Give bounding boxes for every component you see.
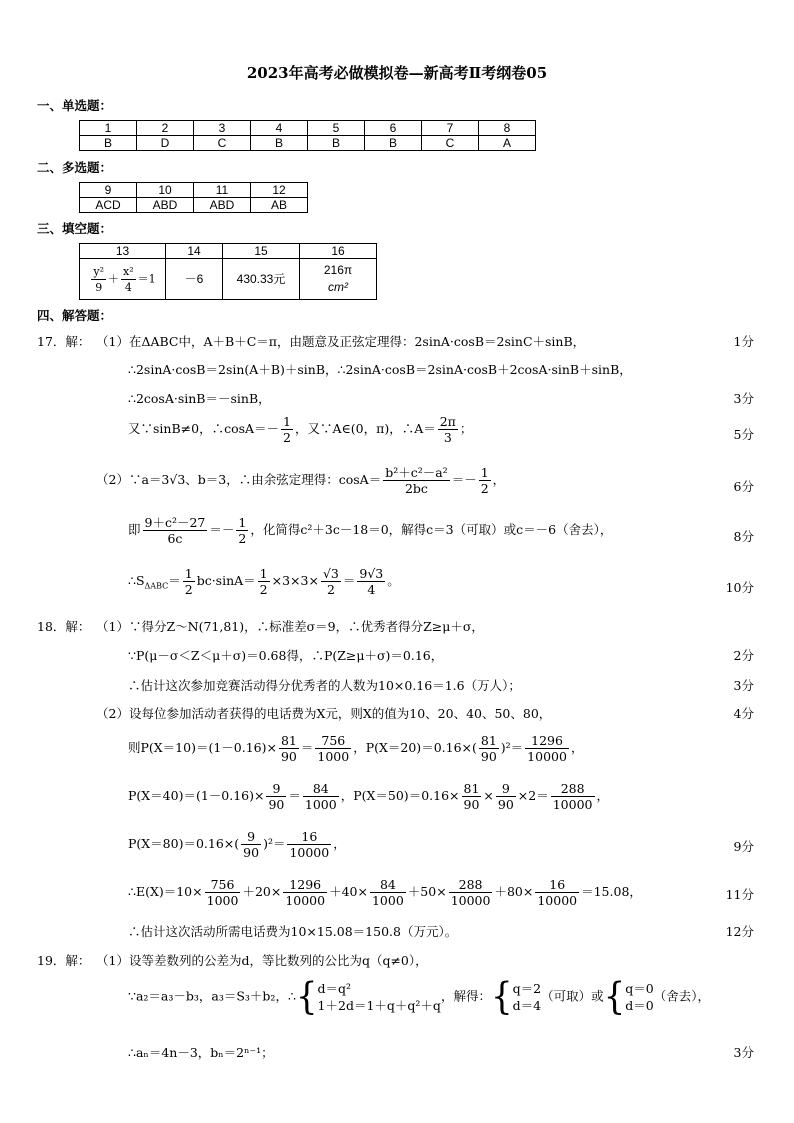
q17-step2: ∴2sinA·cosB＝2sin(A＋B)＋sinB，∴2sinA·cosB＝2sinA·cosB＋2cosA·sinB＋sinB，: [128, 362, 632, 377]
score: 3分: [733, 391, 754, 406]
single-answer: B: [365, 136, 422, 151]
fill-blank-table: [79, 243, 377, 300]
text: ，: [570, 740, 584, 755]
q17-step1: （1）在ΔABC中，A＋B＋C＝π，由题意及正弦定理得：2sinA·cosB＝2sinC＋sinB，: [96, 334, 586, 349]
frac-num: 9: [247, 829, 256, 844]
frac-den: 90: [463, 797, 480, 812]
q18-step9: ∴估计这次活动所需电话费为10×15.08＝150.8（万元）。: [128, 924, 458, 939]
frac-num: x²: [123, 264, 134, 278]
text: ＋50×: [407, 884, 447, 899]
equation-system: [513, 980, 541, 1014]
frac-num: 16: [301, 829, 318, 844]
score: 1分: [733, 334, 754, 349]
frac-num: 81: [280, 733, 297, 748]
equation: q＝0: [625, 981, 654, 996]
section-multi-choice: 二、多选题：: [37, 160, 113, 175]
brace-icon: {: [295, 975, 318, 1019]
frac-den: 2: [321, 581, 341, 597]
text: （可取）或: [541, 988, 604, 1004]
equation-system: [318, 980, 441, 1014]
frac-den: 90: [497, 797, 514, 812]
text: )²＝: [263, 836, 286, 851]
multi-num: 9: [80, 183, 137, 198]
score: 2分: [733, 648, 754, 663]
score: 3分: [733, 678, 754, 693]
text: ；: [459, 421, 473, 436]
frac-den: 9: [91, 279, 106, 295]
single-answer: B: [251, 136, 308, 151]
answer-16-value: 216π: [323, 263, 353, 277]
text: ，化简得c²＋3c－18＝0，解得c＝3（可取）或c＝－6（舍去），: [250, 522, 613, 537]
fill-answer-15: 430.33元: [223, 259, 300, 300]
text: )²＝: [500, 740, 524, 755]
multi-num: 11: [194, 183, 251, 198]
q17-label: 17．解：: [37, 334, 91, 349]
q18-step6: P(X＝40)＝(1－0.16)× $\frac{9}{90}$ ＝ $\frac{84}{1000}$ ，P(X＝50)＝0.16× $\frac{81}{90}$ × $\frac{9}{90}$ ×2＝ $\frac{288}{10000}$ ，: [128, 781, 610, 812]
q17-step3: ∴2cosA·sinB＝－sinB，: [128, 391, 271, 406]
frac-den: 1000: [304, 797, 337, 812]
score: 6分: [733, 479, 754, 494]
frac-den: 10000: [285, 893, 326, 908]
subscript: ΔABC: [144, 581, 169, 591]
section-single-choice: 一、单选题：: [37, 98, 113, 113]
text: ∴E(X)＝10×: [128, 884, 203, 899]
equation-system: [625, 980, 653, 1014]
frac-num: 16: [549, 877, 566, 892]
q19-step2: [128, 975, 710, 1019]
q17-step4: [128, 414, 472, 445]
frac-num: 1: [238, 515, 247, 530]
text: ＋40×: [329, 884, 368, 899]
frac-num: 1: [259, 566, 268, 581]
frac-num: y²: [93, 264, 104, 278]
text: ＝－: [451, 472, 477, 487]
single-choice-table: [79, 120, 536, 151]
frac-num: √3: [322, 566, 339, 581]
multi-answer: ABD: [194, 198, 251, 213]
frac-den: 10000: [450, 893, 491, 908]
q18-step4: （2）设每位参加活动者获得的电话费为X元，则X的值为10、20、40、50、80，: [96, 706, 552, 721]
text: ＝－: [209, 522, 235, 537]
single-num: 3: [194, 121, 251, 136]
q18-label: 18．解：: [37, 619, 91, 634]
text: 。: [387, 573, 400, 588]
score: 9分: [733, 839, 754, 854]
single-answer: B: [80, 136, 137, 151]
text: ，P(X＝20)＝0.16×(: [353, 740, 477, 755]
text: ，解得：: [440, 988, 491, 1004]
frac-num: 1: [283, 414, 291, 429]
text: ，又∵A∈(0，π)，∴A＝: [295, 421, 436, 436]
equation: d＝0: [625, 998, 654, 1013]
frac-den: 90: [480, 749, 497, 764]
fill-num: 16: [300, 244, 377, 259]
multi-choice-table: [79, 182, 308, 213]
q18-step5: 则P(X＝10)＝(1－0.16)× $\frac{81}{90}$ ＝ $\frac{756}{1000}$ ，P(X＝20)＝0.16×( $\frac{81}{90}$ )²＝ $\frac{1296}{10000}$ ，: [128, 733, 584, 764]
section-solve: 四、解答题：: [37, 308, 113, 323]
fill-num: 15: [223, 244, 300, 259]
section-fill-blank: 三、填空题：: [37, 221, 113, 236]
frac-den: 2bc: [383, 480, 450, 496]
frac-den: 4: [357, 581, 385, 597]
frac-num: 84: [312, 781, 329, 796]
frac-num: 1: [184, 566, 193, 581]
text: P(X＝80)＝0.16×(: [128, 836, 240, 851]
single-answer: B: [308, 136, 365, 151]
equation: q＝2: [512, 981, 542, 996]
single-num: 1: [80, 121, 137, 136]
frac-den: 1000: [317, 749, 350, 764]
single-answer: A: [479, 136, 536, 151]
multi-answer: ABD: [137, 198, 194, 213]
text: bc·sinA＝: [196, 573, 256, 588]
score: 5分: [733, 427, 754, 442]
multi-num: 12: [251, 183, 308, 198]
single-num: 2: [137, 121, 194, 136]
frac-den: 10000: [552, 797, 593, 812]
single-answer: D: [137, 136, 194, 151]
fill-answer-14: －6: [166, 259, 223, 300]
text: ∵a₂＝a₃－b₃，a₃＝S₃＋b₂，∴: [128, 988, 296, 1004]
q18-step1: （1）∵得分Z～N(71,81)，∴标准差σ＝9，∴优秀者得分Z≥μ＋σ，: [96, 619, 484, 634]
multi-num: 10: [137, 183, 194, 198]
single-answer: C: [194, 136, 251, 151]
frac-num: 1296: [289, 877, 322, 892]
score: 10分: [725, 580, 754, 595]
score: 3分: [733, 1045, 754, 1060]
text: ×: [483, 788, 494, 803]
equation: d＝q²: [317, 981, 352, 996]
multi-answer: ACD: [80, 198, 137, 213]
multi-answer: AB: [251, 198, 308, 213]
frac-num: 84: [379, 877, 396, 892]
q18-step8: [128, 877, 642, 908]
frac-num: 9＋c²－27: [144, 515, 206, 530]
q18-step3: ∴估计这次参加竞赛活动得分优秀者的人数为10×0.16＝1.6（万人）；: [128, 678, 521, 693]
text: ＋20×: [242, 884, 282, 899]
q19-step1: （1）设等差数列的公差为d，等比数列的公比为q（q≠0），: [96, 953, 428, 968]
score: 11分: [725, 887, 754, 902]
brace-icon: {: [603, 975, 626, 1019]
frac-den: 2: [480, 481, 489, 496]
frac-num: 81: [480, 733, 497, 748]
frac-den: 2: [184, 582, 193, 597]
frac-den: 10000: [527, 749, 567, 764]
frac-den: 6c: [143, 530, 208, 546]
text: ＝: [168, 573, 181, 588]
score: 4分: [733, 706, 754, 721]
frac-num: 1296: [531, 733, 563, 748]
frac-den: 2: [259, 582, 268, 597]
q17-step7: [128, 566, 400, 597]
frac-num: 2π: [439, 414, 456, 429]
text: ，P(X＝50)＝0.16×: [340, 788, 460, 803]
single-num: 4: [251, 121, 308, 136]
equation: d＝4: [512, 998, 542, 1013]
q18-step2: ∵P(μ－σ＜Z＜μ＋σ)＝0.68得，∴P(Z≥μ＋σ)＝0.16，: [128, 648, 444, 663]
single-num: 7: [422, 121, 479, 136]
single-num: 8: [479, 121, 536, 136]
frac-den: 10000: [289, 845, 330, 860]
text: ，: [333, 836, 346, 851]
frac-den: 90: [280, 749, 297, 764]
frac-num: 81: [463, 781, 480, 796]
frac-num: 1: [480, 465, 489, 480]
page-title: 2023年高考必做模拟卷—新高考Ⅱ考纲卷05: [246, 64, 548, 82]
frac-num: 9: [501, 781, 510, 796]
frac-den: 1000: [371, 893, 404, 908]
frac-den: 1000: [206, 893, 239, 908]
text: （2）∵a＝3√3、b＝3，∴由余弦定理得：cosA＝: [96, 472, 382, 487]
frac-num: 9: [272, 781, 281, 796]
frac-den: 90: [268, 797, 285, 812]
text: ，: [492, 472, 506, 487]
answer-16-unit: cm²: [328, 280, 348, 294]
q17-step6: [128, 515, 612, 546]
frac-num: b²＋c²－a²: [385, 465, 448, 480]
text: ∴S: [128, 573, 145, 588]
brace-icon: {: [490, 975, 513, 1019]
text: ＝15.08，: [581, 884, 642, 899]
score: 8分: [733, 529, 754, 544]
q17-step5: [96, 465, 505, 496]
text: 即: [128, 522, 141, 537]
frac-den: 90: [243, 845, 260, 860]
text: ＝: [342, 573, 356, 588]
frac-den: 2: [283, 430, 291, 445]
equation: 1＋2d＝1＋q＋q²＋q: [317, 998, 441, 1013]
frac-den: 4: [121, 279, 136, 295]
text: （舍去），: [653, 988, 710, 1004]
score: 12分: [725, 924, 754, 939]
frac-num: 756: [210, 877, 235, 892]
frac-den: 3: [438, 429, 458, 445]
single-num: 6: [365, 121, 422, 136]
frac-num: 288: [458, 877, 483, 892]
text: P(X＝40)＝(1－0.16)×: [128, 788, 265, 803]
fill-answer-16: [300, 259, 377, 300]
q18-step7: [128, 829, 346, 860]
text: ＋80×: [494, 884, 534, 899]
text: ，: [596, 788, 610, 803]
text: ×3×3×: [271, 573, 319, 588]
frac-num: 756: [321, 733, 346, 748]
q19-step3: ∴aₙ＝4n－3，bₙ＝2ⁿ⁻¹；: [128, 1045, 274, 1060]
single-num: 5: [308, 121, 365, 136]
frac-den: 2: [238, 531, 247, 546]
fill-num: 14: [166, 244, 223, 259]
fill-num: 13: [80, 244, 166, 259]
frac-den: 10000: [537, 893, 578, 908]
text: 又∵sinB≠0，∴cosA＝－: [128, 421, 280, 436]
frac-num: 9√3: [359, 566, 384, 581]
eq-one: ＝1: [137, 272, 156, 285]
single-answer: C: [422, 136, 479, 151]
fill-answer-13: $\frac{\text{y²}}{9}$ ＋ $\frac{\text{x²}}{4}$ ＝1: [80, 259, 166, 300]
q19-label: 19．解：: [37, 953, 91, 968]
frac-num: 288: [560, 781, 585, 796]
text: ×2＝: [517, 788, 549, 803]
text: 则P(X＝10)＝(1－0.16)×: [128, 740, 277, 755]
